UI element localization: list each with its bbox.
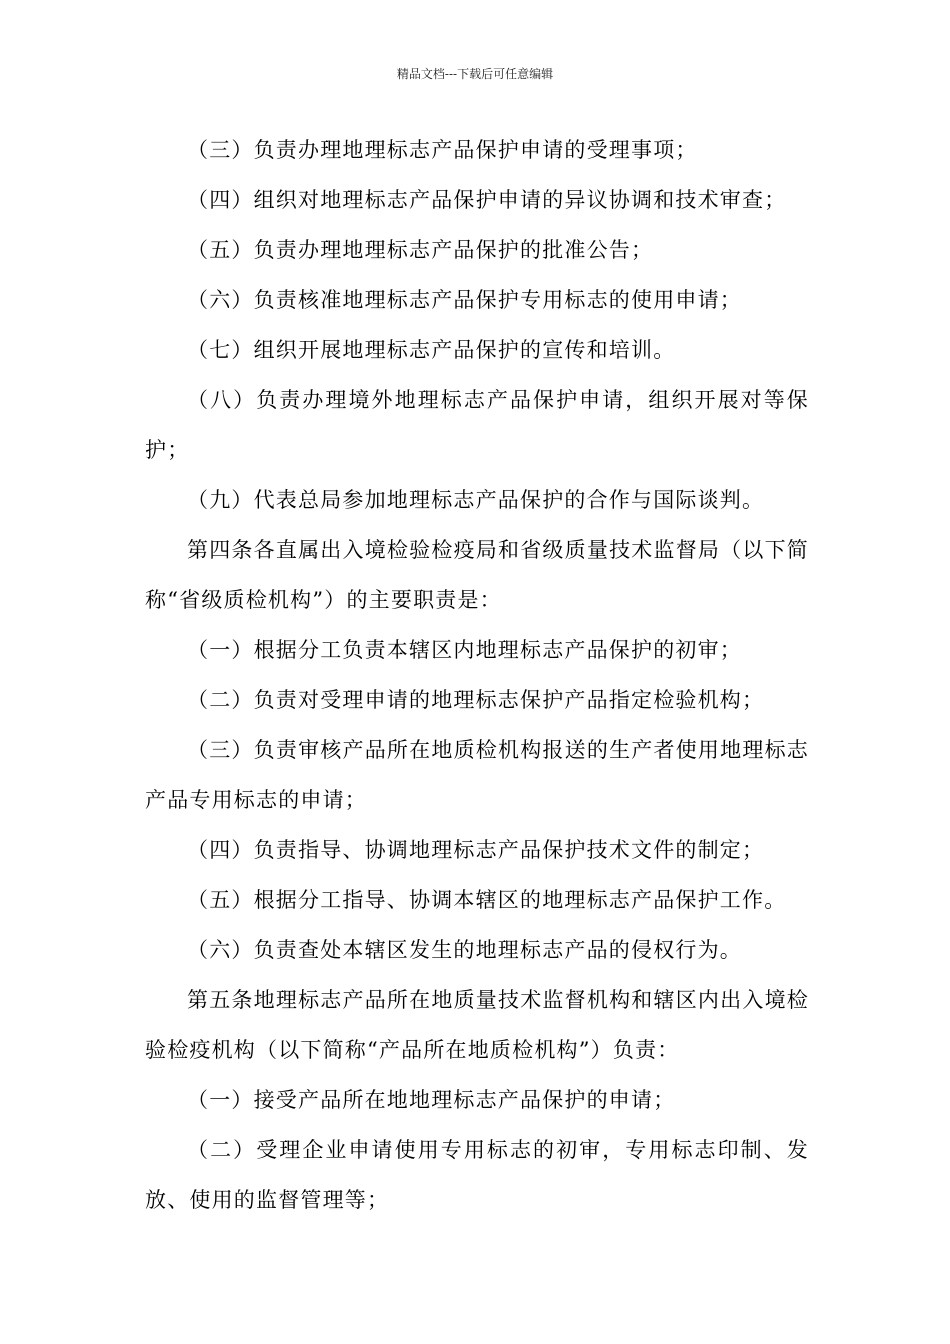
paragraph-8: （八）负责办理境外地理标志产品保护申请，组织开展对等保护；: [145, 388, 809, 462]
paragraph-7: （七）组织开展地理标志产品保护的宣传和培训。: [187, 338, 676, 362]
article-4-item-5: （五）根据分工指导、协调本辖区的地理标志产品保护工作。: [187, 888, 787, 912]
article-4-item-2: （二）负责对受理申请的地理标志保护产品指定检验机构；: [187, 688, 765, 712]
article-5: 第五条地理标志产品所在地质量技术监督机构和辖区内出入境检验检疫机构（以下简称“产品所在地质检机构”）负责：: [145, 988, 809, 1062]
article-5-item-1: （一）接受产品所在地地理标志产品保护的申请；: [187, 1088, 676, 1112]
document-body: [145, 125, 809, 1225]
article-4-item-1: （一）根据分工负责本辖区内地理标志产品保护的初审；: [187, 638, 742, 662]
article-4-item-4: （四）负责指导、协调地理标志产品保护技术文件的制定；: [187, 838, 765, 862]
page-header: 精品文档---下载后可任意编辑: [396, 67, 554, 81]
paragraph-9: （九）代表总局参加地理标志产品保护的合作与国际谈判。: [187, 488, 765, 512]
paragraph-3: （三）负责办理地理标志产品保护申请的受理事项；: [187, 138, 698, 162]
article-5-item-2: （二）受理企业申请使用专用标志的初审，专用标志印制、发放、使用的监督管理等；: [145, 1138, 809, 1212]
paragraph-4: （四）组织对地理标志产品保护申请的异议协调和技术审查；: [187, 188, 787, 212]
paragraph-6: （六）负责核准地理标志产品保护专用标志的使用申请；: [187, 288, 742, 312]
article-4-item-3: （三）负责审核产品所在地质检机构报送的生产者使用地理标志产品专用标志的申请；: [145, 738, 809, 812]
paragraph-5: （五）负责办理地理标志产品保护的批准公告；: [187, 238, 654, 262]
article-4-item-6: （六）负责查处本辖区发生的地理标志产品的侵权行为。: [187, 938, 742, 962]
article-4: 第四条各直属出入境检验检疫局和省级质量技术监督局（以下简称“省级质检机构”）的主要职责是：: [145, 538, 809, 612]
